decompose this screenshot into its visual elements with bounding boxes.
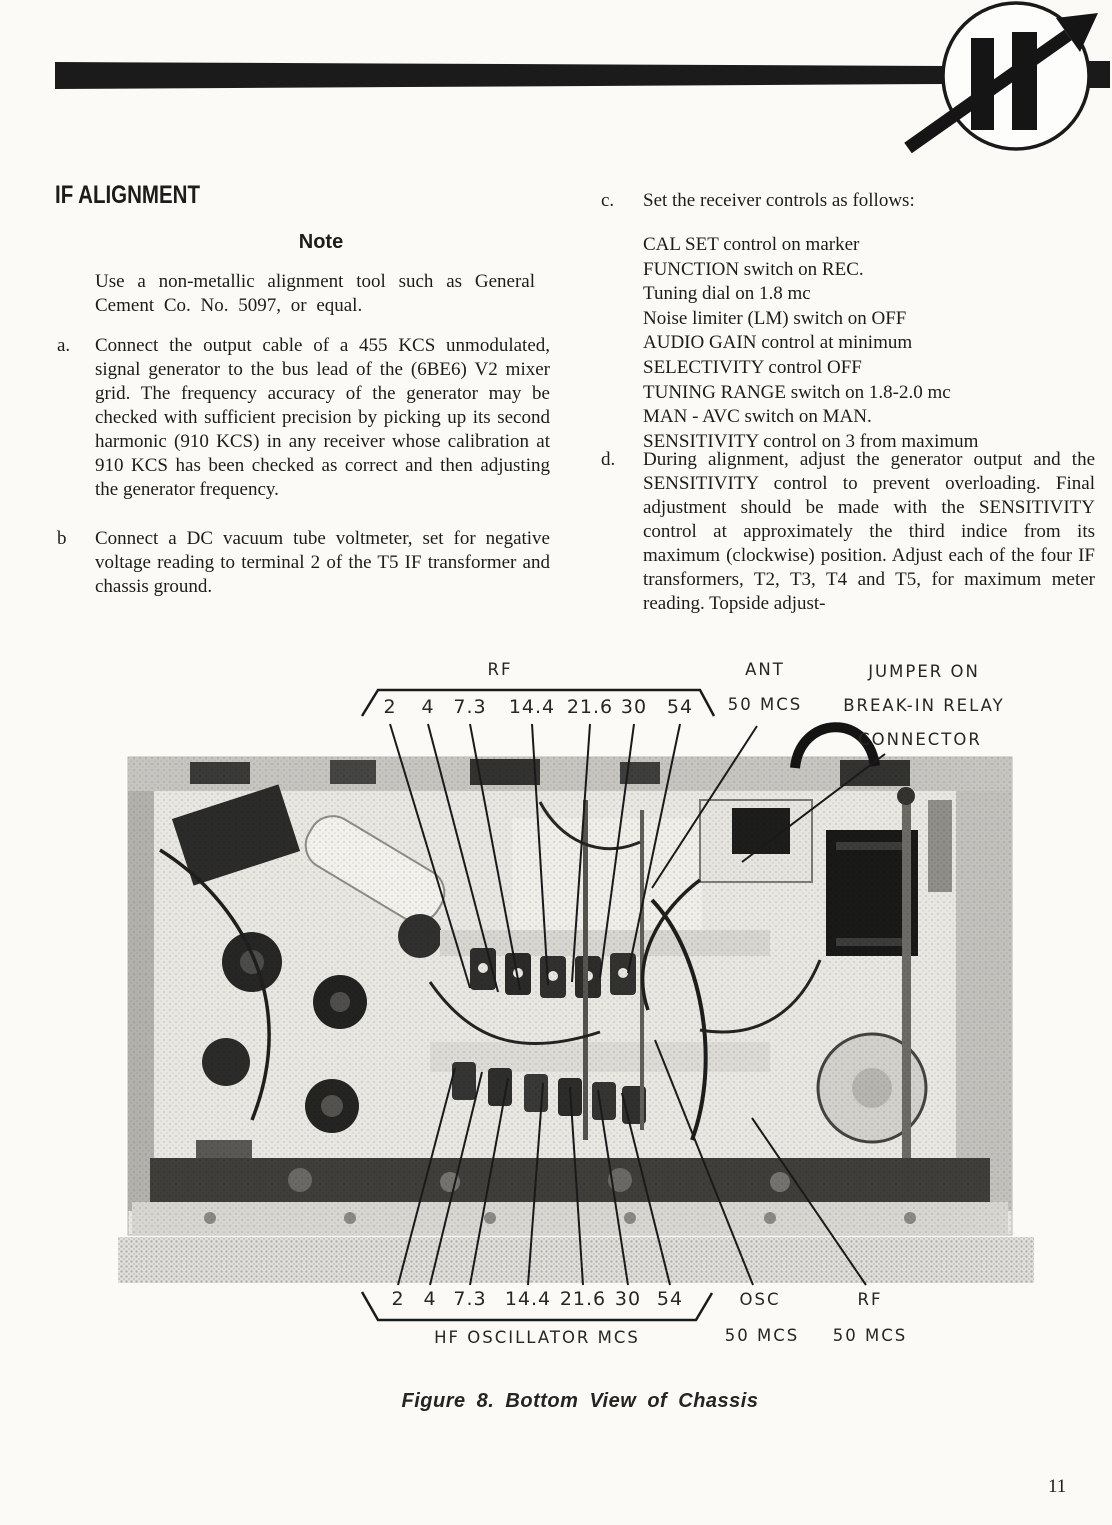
settings-line: Noise limiter (LM) switch on OFF (643, 307, 907, 329)
jumper-label-line1: JUMPER ON (868, 662, 980, 681)
osc-freq-label: 7.3 (453, 1288, 487, 1310)
settings-line: SENSITIVITY control on 3 from maximum (643, 430, 979, 452)
osc-freq-label: 30 (614, 1288, 642, 1310)
rf-freq-label: 14.4 (508, 696, 556, 718)
rf-bottom-label: RF (857, 1290, 883, 1309)
ant-label: ANT (745, 660, 785, 679)
note-title: Note (298, 231, 344, 253)
rf-mcs-label: 50 MCS (832, 1326, 908, 1345)
osc-freq-label: 21.6 (559, 1288, 607, 1310)
page-number: 11 (1048, 1476, 1067, 1497)
header-rule (55, 62, 944, 89)
rf-freq-label: 4 (421, 696, 435, 718)
settings-line: AUDIO GAIN control at minimum (643, 332, 913, 354)
settings-line: FUNCTION switch on REC. (643, 258, 864, 280)
figure-caption: Figure 8. Bottom View of Chassis (401, 1390, 759, 1412)
section-heading: IF ALIGNMENT (55, 181, 201, 209)
step-a-text: Connect the output cable of a 455 KCS unmodulated, signal generator to the bus lead of the (6BE6) V2 mixer grid. The frequency accuracy of the generator may be checked with sufficient precision by picking up its second harmonic (910 KCS) in any receiver whose calibration at 910 KCS has been checked as correct and then adjusting the generator frequency. (95, 335, 550, 500)
step-b-text: Connect a DC vacuum tube voltmeter, set for negative voltage reading to terminal 2 of the T5 IF transformer and chassis ground. (95, 528, 550, 597)
hf-oscillator-bracket-label: HF OSCILLATOR MCS (434, 1328, 640, 1347)
settings-line: Tuning dial on 1.8 mc (643, 283, 811, 305)
rf-freq-label: 30 (620, 696, 648, 718)
osc-label: OSC (739, 1290, 781, 1309)
rf-freq-label: 2 (383, 696, 397, 718)
rf-freq-label: 54 (666, 696, 694, 718)
ant-freq-label: 50 MCS (727, 695, 803, 714)
settings-line: CAL SET control on marker (643, 234, 860, 255)
settings-line: MAN - AVC switch on MAN. (643, 406, 872, 428)
rf-freq-label: 21.6 (566, 696, 614, 718)
settings-line: TUNING RANGE switch on 1.8-2.0 mc (643, 381, 951, 403)
osc-freq-label: 2 (391, 1288, 405, 1310)
settings-line: SELECTIVITY control OFF (643, 356, 862, 378)
jumper-label-line2: BREAK-IN RELAY (843, 696, 1005, 715)
step-c-label: c. (601, 190, 615, 211)
step-a-label: a. (57, 335, 71, 356)
rf-freq-label: 7.3 (453, 696, 487, 718)
chassis-photo (118, 727, 1034, 1283)
osc-freq-label: 14.4 (504, 1288, 552, 1310)
receiver-settings-list (643, 233, 978, 454)
jumper-label-line3: CONNECTOR (858, 730, 982, 749)
osc-mcs-label: 50 MCS (724, 1326, 800, 1345)
note-body: Use a non-metallic alignment tool such as General Cement Co. No. 5097, or equal. (95, 271, 535, 316)
step-c-text: Set the receiver controls as follows: (643, 190, 915, 211)
step-d-label: d. (601, 449, 616, 470)
step-d-text: During alignment, adjust the generator output and the SENSITIVITY control to prevent overloading. Final adjustment should be made with the SENSITIVITY control at approximately the third indice from its maximum (clockwise) position. Adjust each of the four IF transformers, T2, T3, T4 and T5, for maximum meter reading. Topside adjust- (643, 449, 1095, 614)
step-b-label: b (57, 528, 67, 549)
rf-bracket-label: RF (487, 660, 513, 679)
osc-freq-label: 54 (656, 1288, 684, 1310)
osc-freq-label: 4 (423, 1288, 437, 1310)
